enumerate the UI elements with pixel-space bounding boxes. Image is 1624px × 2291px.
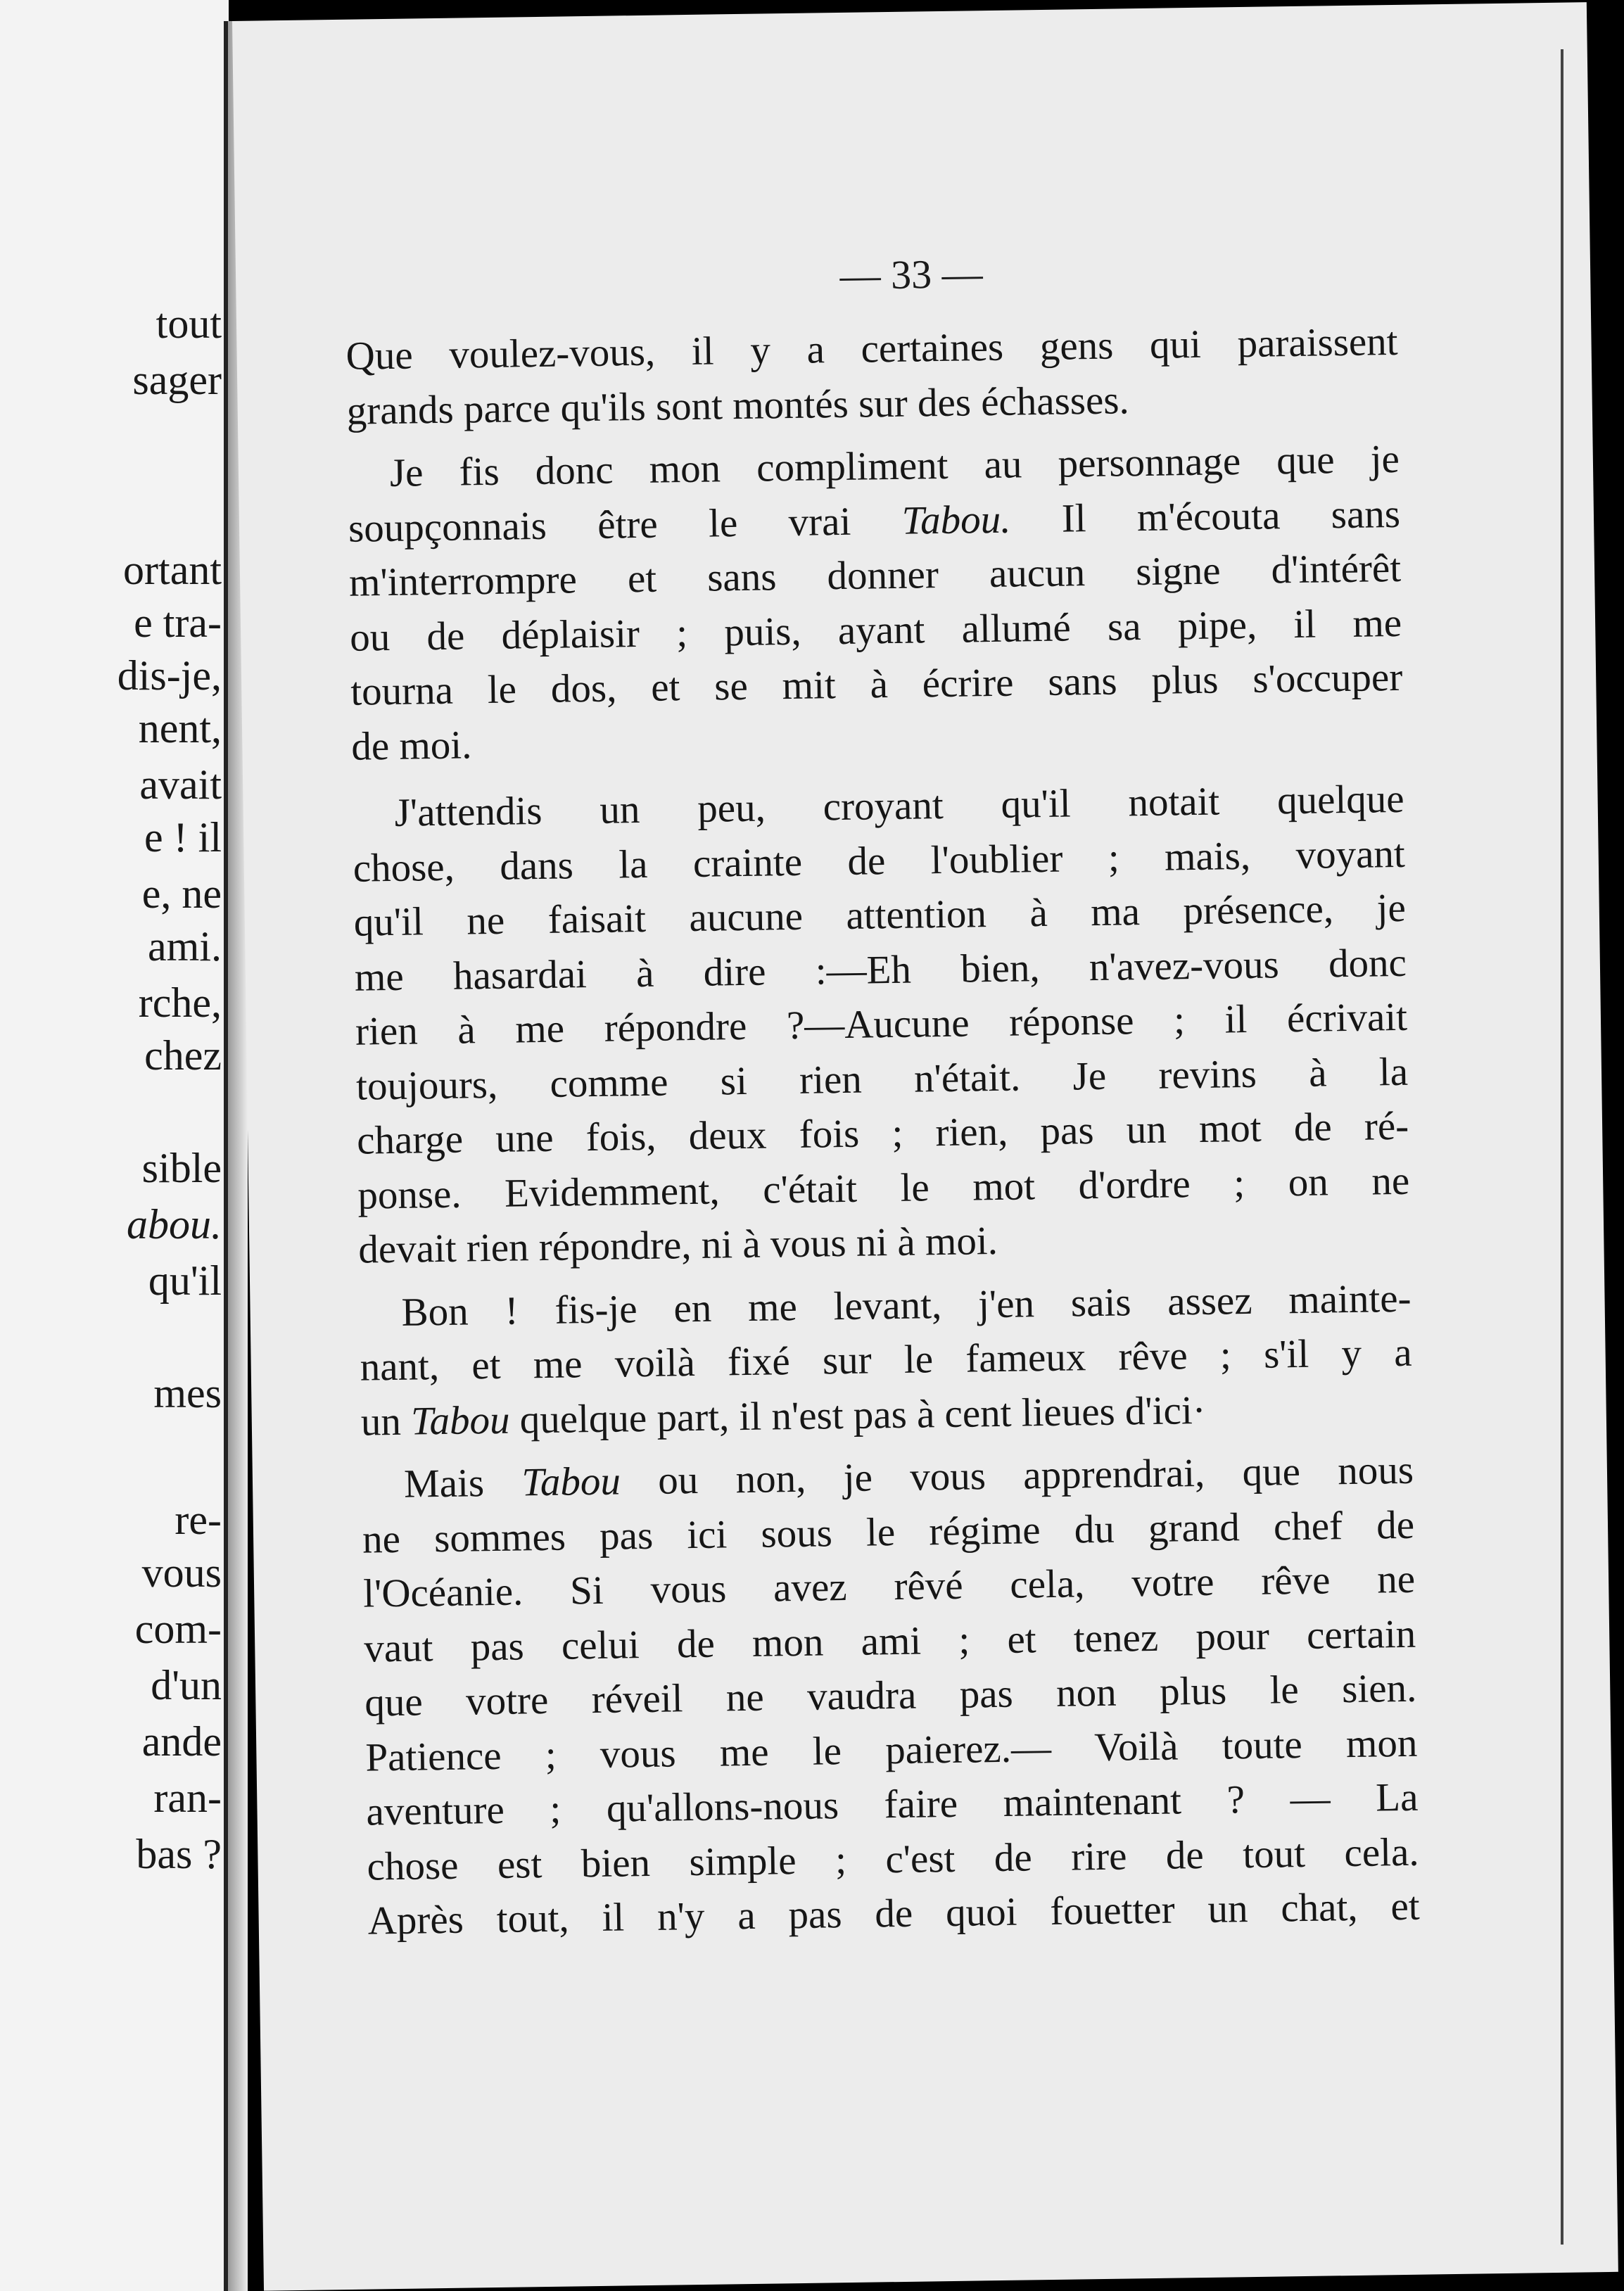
left-page-line: ande: [141, 1718, 222, 1765]
text-line: chose est bien simple ; c'est de rire de tout cela.: [367, 1829, 1419, 1889]
left-page-line: tout: [156, 300, 222, 347]
text-line: toujours, comme si rien n'était. Je revins à la: [355, 1049, 1409, 1109]
italic-word: Tabou: [410, 1397, 510, 1444]
left-facing-page: [0, 0, 229, 2291]
left-page-line: ortant: [123, 547, 222, 593]
text-line: Bon ! fis-je en me levant, j'en sais assez mainte-: [401, 1276, 1412, 1335]
paragraph: [345, 315, 1399, 438]
left-page-line: chez: [144, 1032, 222, 1079]
text-line: ne sommes pas ici sous le régime du grand chef de: [362, 1502, 1415, 1562]
text-line: vaut pas celui de mon ami ; et tenez pour certain: [363, 1611, 1416, 1671]
page-number: — 33 —: [839, 250, 984, 298]
left-page-line: e tra-: [134, 599, 222, 646]
text-line: aventure ; qu'allons-nous faire maintenant ? — La: [366, 1775, 1419, 1834]
left-page-line: vous: [141, 1549, 222, 1596]
text-line: Mais Tabou ou non, je vous apprendrai, que nous: [403, 1447, 1414, 1506]
text-line: grands parce qu'ils sont montés sur des échasses.: [346, 377, 1130, 433]
text-line: devait rien répondre, ni à vous ni à moi.: [357, 1218, 998, 1272]
left-page-line: avait: [139, 761, 222, 808]
left-page-line: sager: [132, 357, 222, 403]
left-page-line: nent,: [138, 705, 222, 751]
right-page: [232, 2, 1618, 2291]
italic-word: Tabou: [521, 1459, 621, 1505]
text-line: l'Océanie. Si vous avez rêvé cela, votre rêve ne: [362, 1556, 1416, 1616]
text-line: qu'il ne faisait aucune attention à ma présence, je: [353, 885, 1407, 945]
left-page-line: rche,: [138, 979, 222, 1026]
left-page-line: re-: [175, 1497, 222, 1543]
paragraph: [352, 772, 1411, 1277]
page-body-text: [345, 315, 1420, 1948]
left-page-line: dis-je,: [117, 652, 222, 699]
text-line: m'interrompre et sans donner aucun signe d'intérêt: [348, 545, 1402, 605]
text-line: tourna le dos, et se mit à écrire sans plus s'occuper: [350, 654, 1403, 714]
left-page-line: com-: [134, 1606, 222, 1652]
text-line: soupçonnais être le vrai Tabou. Il m'écouta sans: [348, 491, 1401, 551]
left-page-line: ran-: [153, 1775, 222, 1821]
left-page-line: mes: [153, 1370, 222, 1416]
left-page-line: e, ne: [141, 870, 222, 917]
text-line: Patience ; vous me le paierez.— Voilà toute mon: [365, 1720, 1418, 1780]
italic-word: Tabou.: [901, 497, 1011, 543]
left-page-line: ami.: [148, 923, 222, 970]
left-page-line: e ! il: [144, 814, 222, 861]
left-page-line: sible: [141, 1145, 222, 1191]
text-line: que votre réveil ne vaudra pas non plus le sien.: [364, 1665, 1417, 1725]
text-line: de moi.: [350, 722, 472, 769]
left-page-line: qu'il: [148, 1257, 222, 1304]
text-line: ponse. Evidemment, c'était le mot d'ordre ; on ne: [357, 1158, 1410, 1218]
text-line: chose, dans la crainte de l'oublier ; mais, voyant: [353, 831, 1406, 891]
text-line: Que voulez-vous, il y a certaines gens qui paraissent: [345, 319, 1398, 379]
text-line: ou de déplaisir ; puis, ayant allumé sa pipe, il me: [349, 600, 1402, 660]
left-page-text-column: [0, 0, 229, 2291]
text-line: un Tabou quelque part, il n'est pas à cent lieues d'ici·: [360, 1388, 1207, 1445]
left-page-line: bas ?: [136, 1831, 222, 1877]
text-line: rien à me répondre ?—Aucune réponse ; il écrivait: [355, 994, 1408, 1054]
left-page-line: d'un: [151, 1662, 222, 1708]
left-page-line: abou.: [127, 1201, 222, 1248]
page-right-edge: [1561, 49, 1563, 2245]
paragraph: [362, 1443, 1421, 1948]
text-line: Après tout, il n'y a pas de quoi fouetter un chat, et: [367, 1884, 1421, 1943]
text-line: J'attendis un peu, croyant qu'il notait quelque: [394, 776, 1405, 835]
text-line: Je fis donc mon compliment au personnage que je: [389, 436, 1400, 495]
text-line: me hasardai à dire :—Eh bien, n'avez-vous donc: [354, 940, 1407, 1000]
paragraph: [347, 432, 1403, 774]
text-line: charge une fois, deux fois ; rien, pas un mot de ré-: [356, 1103, 1409, 1163]
text-line: nant, et me voilà fixé sur le fameux rêve ; s'il y a: [360, 1330, 1413, 1390]
paragraph: [359, 1271, 1413, 1449]
